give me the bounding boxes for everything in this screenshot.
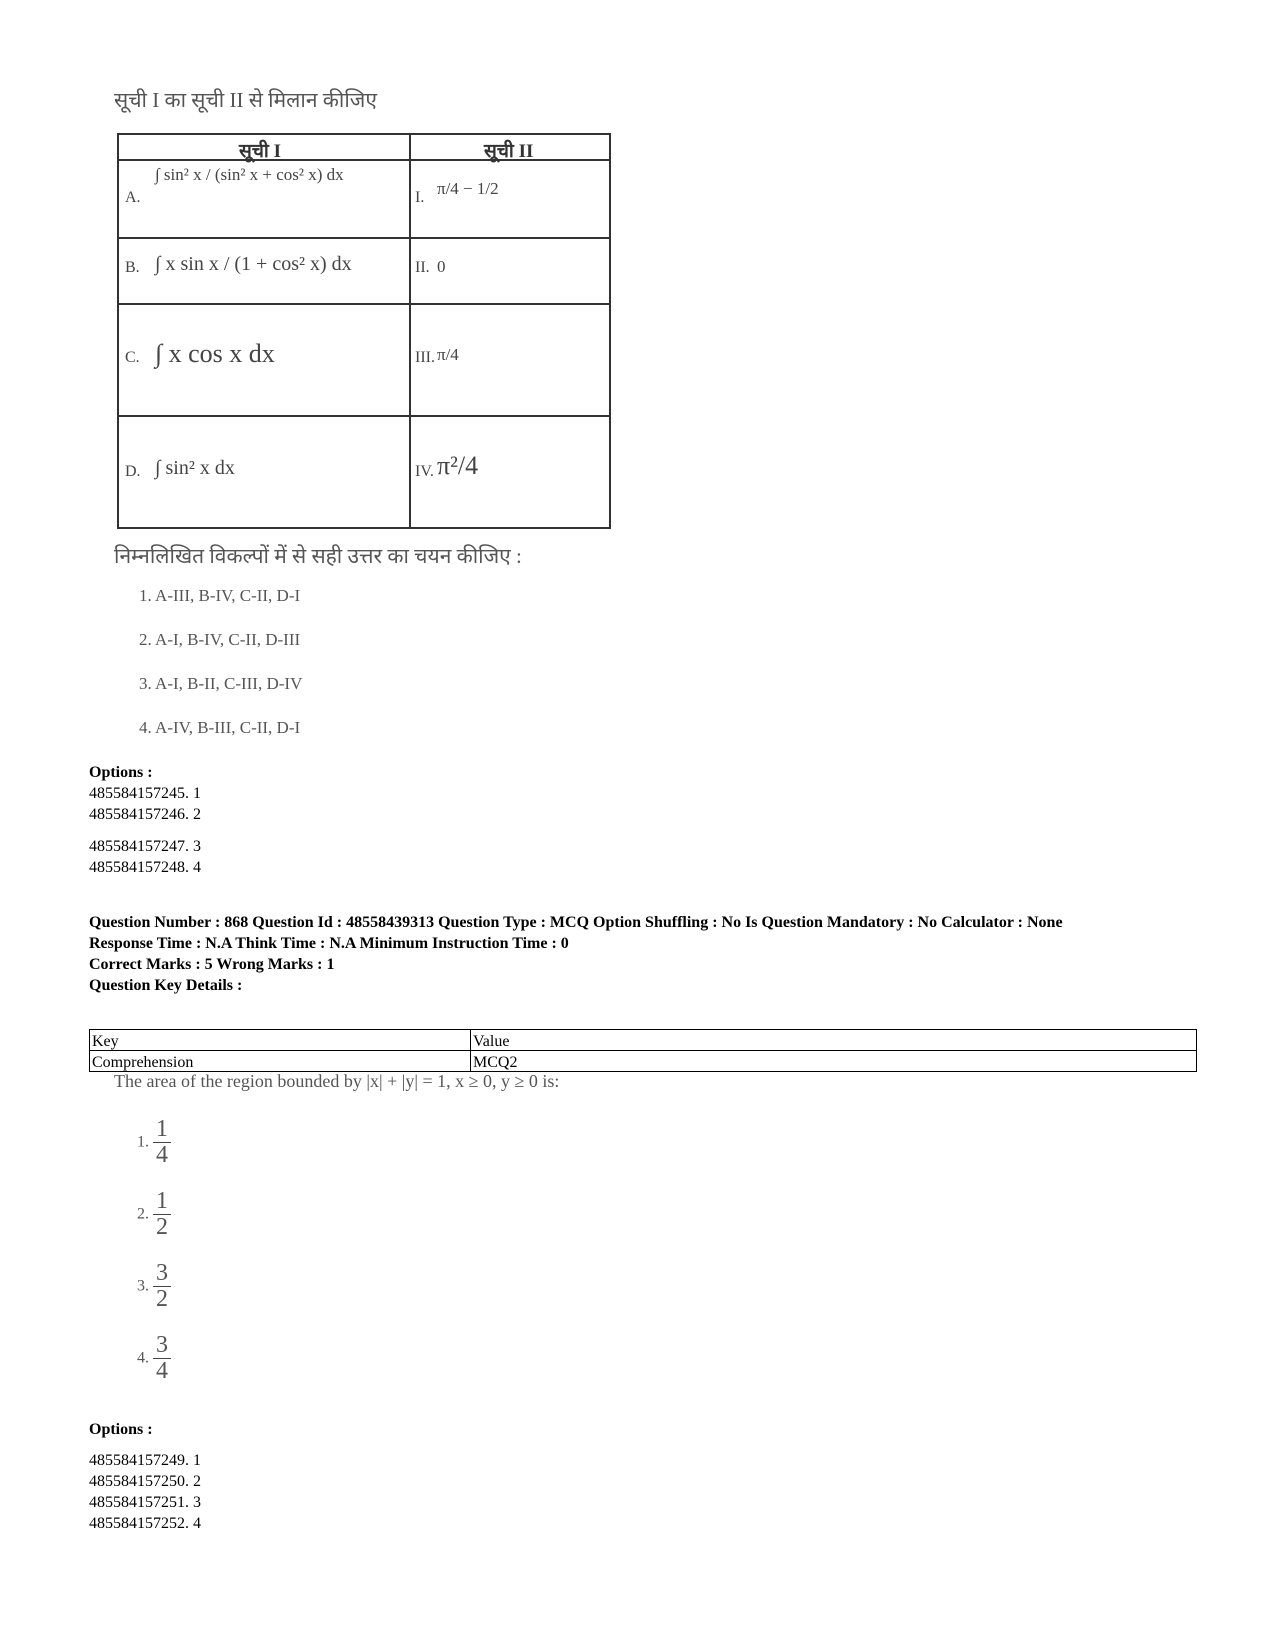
row-b-expr: ∫ x sin x / (1 + cos² x) dx bbox=[155, 253, 352, 275]
row-d-expr: ∫ sin² x dx bbox=[155, 457, 235, 479]
q2-choice-4: 4. $\frac{3}{4}$ bbox=[137, 1333, 171, 1384]
row-c-roman: III. bbox=[415, 349, 435, 366]
list-2-header: सूची II bbox=[484, 141, 534, 162]
q2-options-label: Options : bbox=[89, 1421, 153, 1438]
q2-meta-line-1: Question Number : 868 Question Id : 48558439313 Question Type : MCQ Option Shuffling : No Is Question Mandatory : No Calculator : None bbox=[89, 914, 1063, 931]
question-key-table bbox=[89, 1029, 1197, 1072]
q2-meta-line-4: Question Key Details : bbox=[89, 977, 243, 994]
value-header: Value bbox=[471, 1030, 1197, 1051]
row-c-label: C. bbox=[125, 349, 140, 366]
row-b-label: B. bbox=[125, 259, 140, 276]
q2-option-id-4: 485584157252. 4 bbox=[89, 1515, 201, 1532]
row-a-label: A. bbox=[125, 189, 141, 206]
table-row bbox=[90, 1051, 1197, 1072]
q1-choose-prompt: निम्नलिखित विकल्पों में से सही उत्तर का चयन कीजिए : bbox=[114, 544, 522, 568]
q1-choice-1: 1. A-III, B-IV, C-II, D-I bbox=[139, 586, 301, 605]
row-a-value: π/4 − 1/2 bbox=[437, 179, 499, 198]
row-b-value: 0 bbox=[437, 257, 446, 276]
q1-choice-4: 4. A-IV, B-III, C-II, D-I bbox=[139, 718, 301, 737]
value-cell: MCQ2 bbox=[471, 1051, 1197, 1072]
q2-prompt: The area of the region bounded by |x| + |y| = 1, x ≥ 0, y ≥ 0 is: bbox=[114, 1071, 560, 1091]
q2-option-id-2: 485584157250. 2 bbox=[89, 1473, 201, 1490]
q2-meta-line-2: Response Time : N.A Think Time : N.A Minimum Instruction Time : 0 bbox=[89, 935, 569, 952]
row-d-roman: IV. bbox=[415, 463, 434, 480]
q2-choice-1: 1. $\frac{1}{4}$ bbox=[137, 1117, 171, 1168]
q1-option-id-2: 485584157246. 2 bbox=[89, 806, 201, 823]
q1-choice-2: 2. A-I, B-IV, C-II, D-III bbox=[139, 630, 301, 649]
q1-choice-3: 3. A-I, B-II, C-III, D-IV bbox=[139, 674, 303, 693]
q1-prompt: सूची I का सूची II से मिलान कीजिए bbox=[114, 88, 377, 112]
row-c-expr: ∫ x cos x dx bbox=[155, 339, 275, 368]
q1-option-id-1: 485584157245. 1 bbox=[89, 785, 201, 802]
q2-option-id-1: 485584157249. 1 bbox=[89, 1452, 201, 1469]
q1-options-label: Options : bbox=[89, 764, 153, 781]
q2-choice-3: 3. $\frac{3}{2}$ bbox=[137, 1261, 171, 1312]
q2-option-id-3: 485584157251. 3 bbox=[89, 1494, 201, 1511]
row-c-value: π/4 bbox=[437, 345, 459, 364]
key-cell: Comprehension bbox=[90, 1051, 471, 1072]
q1-option-id-3: 485584157247. 3 bbox=[89, 838, 201, 855]
row-b-roman: II. bbox=[415, 259, 430, 276]
q2-choice-2: 2. $\frac{1}{2}$ bbox=[137, 1189, 171, 1240]
row-a-roman: I. bbox=[415, 189, 425, 206]
key-header: Key bbox=[90, 1030, 471, 1051]
row-a-expr: ∫ sin² x / (sin² x + cos² x) dx bbox=[155, 165, 344, 184]
q1-option-id-4: 485584157248. 4 bbox=[89, 859, 201, 876]
list-1-header: सूची I bbox=[239, 141, 281, 162]
match-table bbox=[117, 133, 611, 529]
row-d-value: π²/4 bbox=[437, 451, 479, 480]
table-row bbox=[90, 1030, 1197, 1051]
q2-meta-line-3: Correct Marks : 5 Wrong Marks : 1 bbox=[89, 956, 335, 973]
row-d-label: D. bbox=[125, 463, 141, 480]
